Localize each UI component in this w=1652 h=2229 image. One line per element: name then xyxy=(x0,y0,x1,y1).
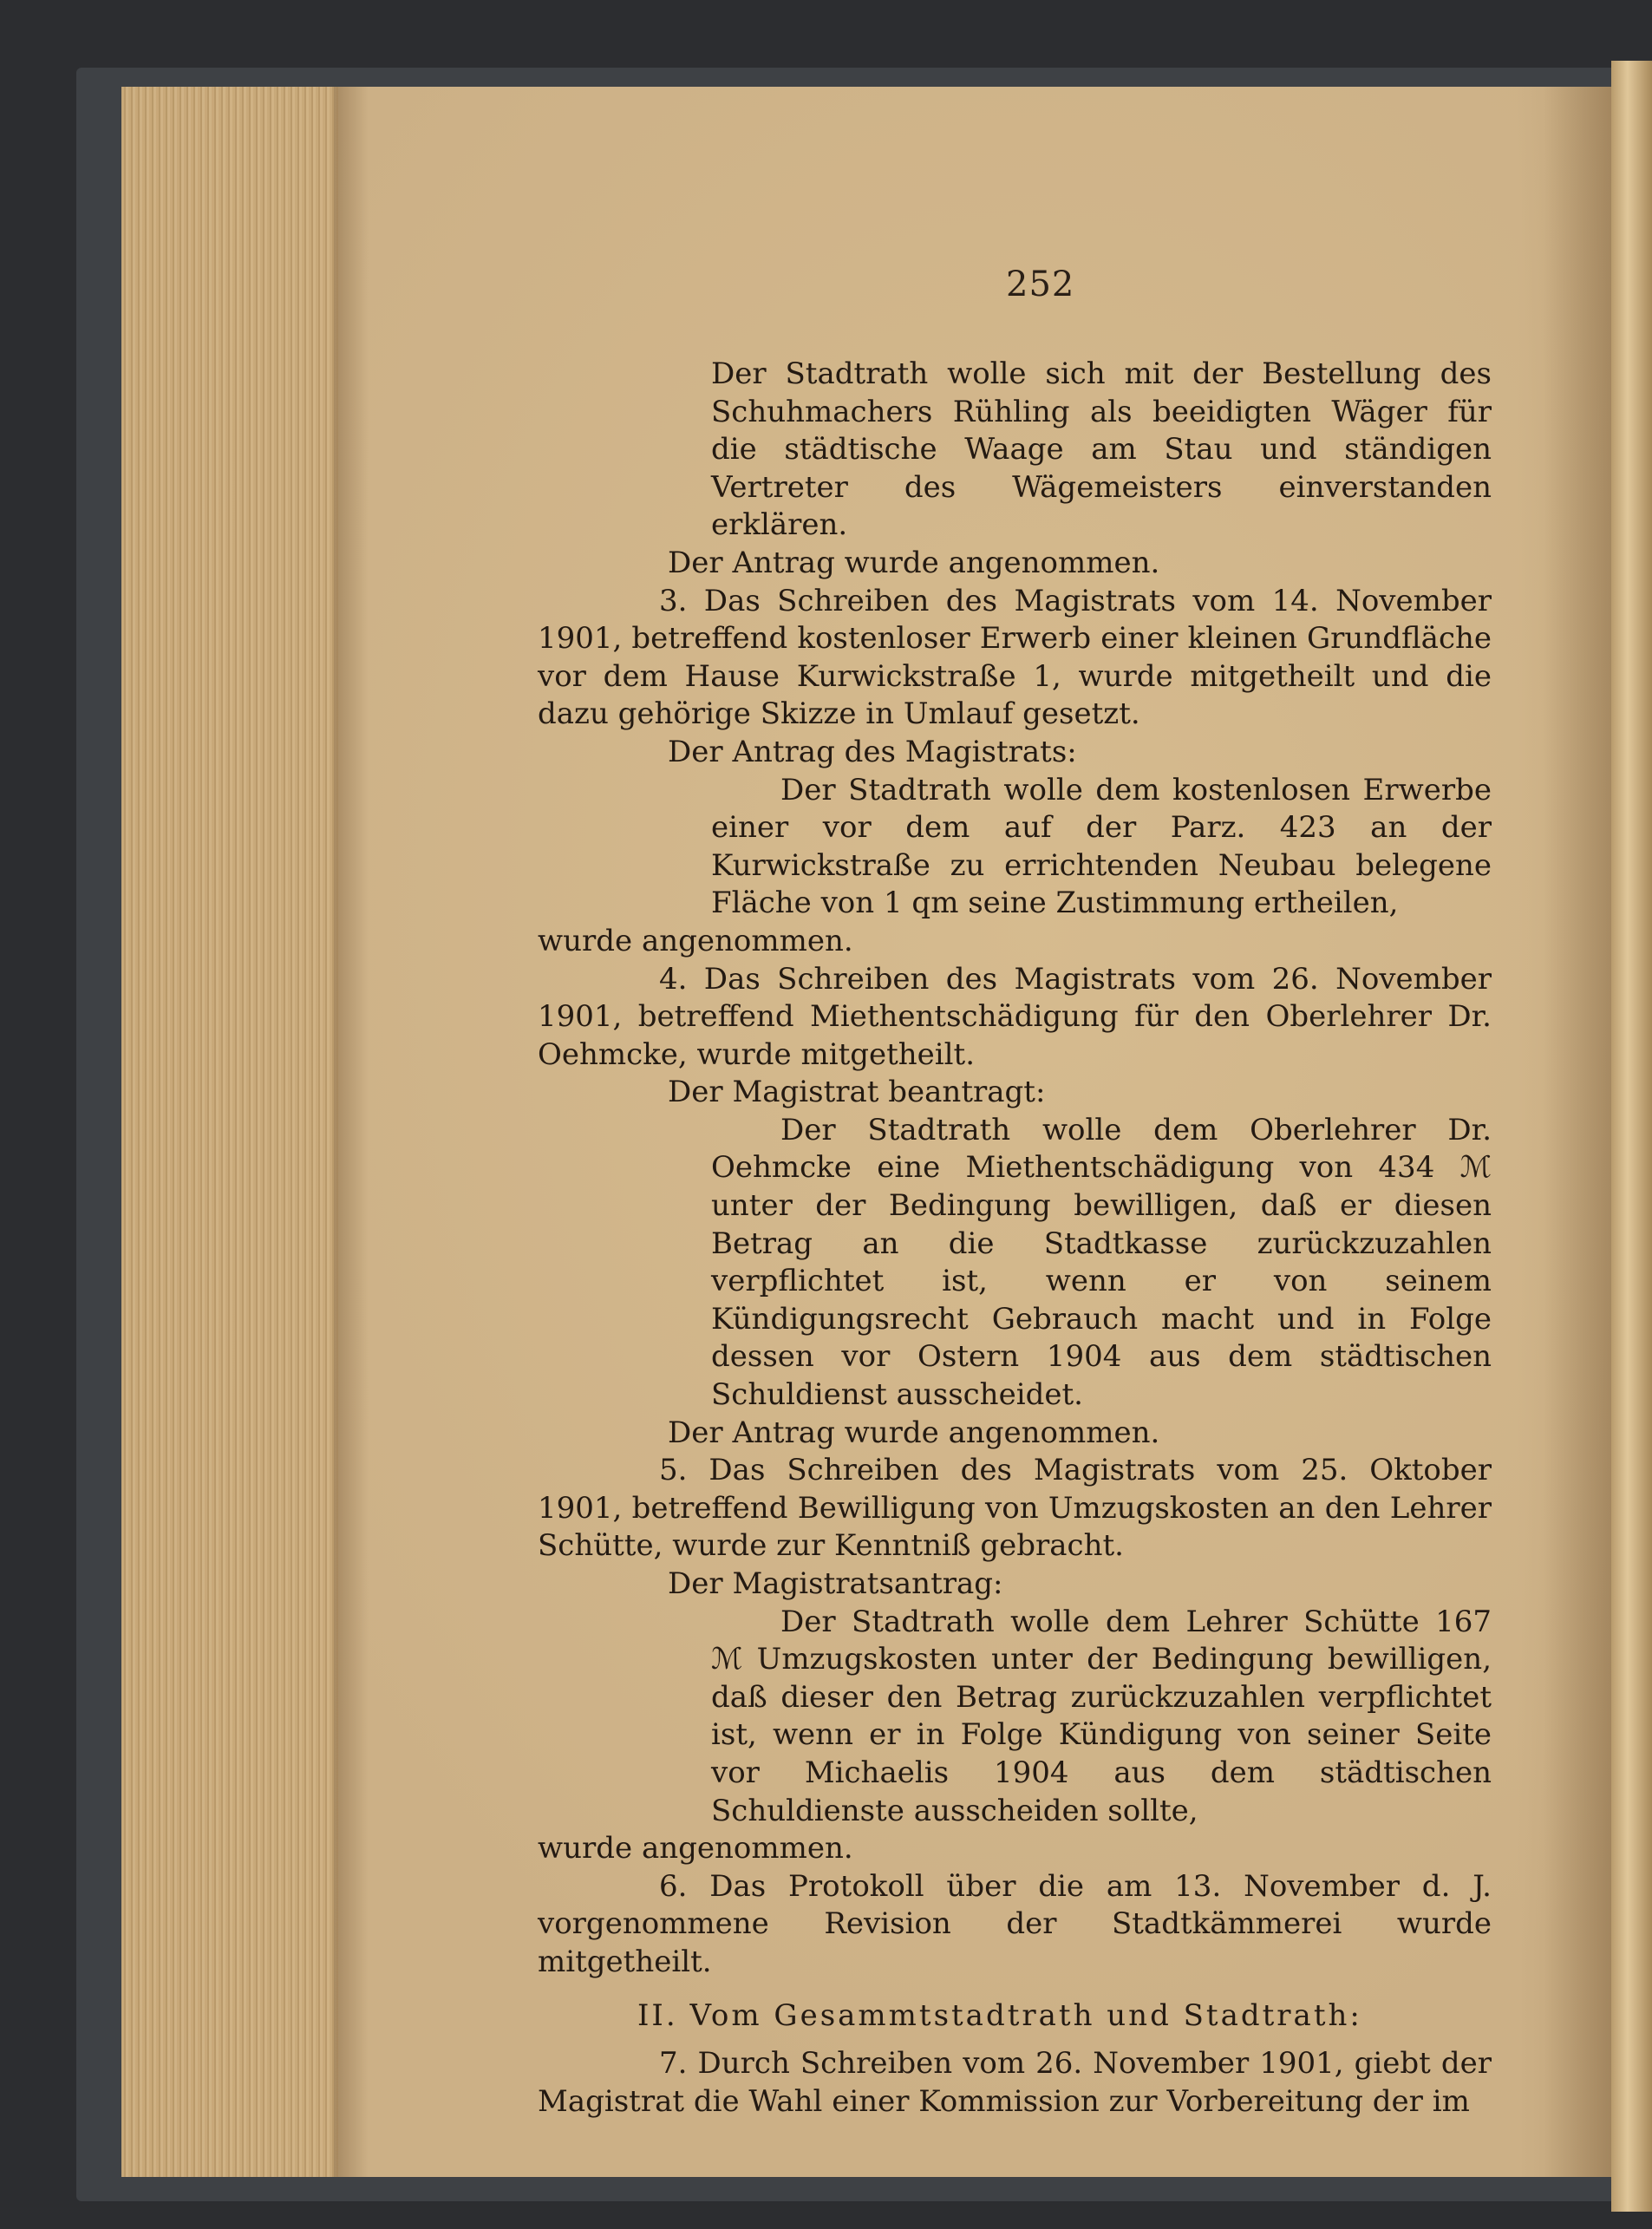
spine-shadow xyxy=(334,87,369,2177)
facing-page-edge xyxy=(1611,61,1652,2212)
motion-text-paragraph: Der Stadtrath wolle dem Oberlehrer Dr. Oehmcke eine Miethentschädigung von 434 ℳ unter der Bedingung bewilligen, daß er diesen Betrag an die Stadtkasse zurückzuzahlen verpflichtet ist, wenn er von seinem Kündigungsrecht Gebrauch macht und in Folge dessen vor Ostern 1904 aus dem städtischen Schuldienst ausscheidet. xyxy=(711,1112,1492,1413)
page-edges xyxy=(121,87,338,2177)
result-line: Der Antrag wurde angenommen. xyxy=(668,1415,1160,1450)
section-heading: II. Vom Gesammtstadtrath und Stadtrath: xyxy=(637,1997,1362,2033)
motion-heading: Der Magistratsantrag: xyxy=(668,1566,1003,1601)
motion-text-paragraph: Der Stadtrath wolle dem Lehrer Schütte 167 ℳ Umzugskosten unter der Bedingung bewilligen, daß dieser den Betrag zurückzuzahlen verpflichtet ist, wenn er in Folge Kündigung von seiner Seite vor Michaelis 1904 aus dem städtischen Schuldienste ausscheiden sollte, xyxy=(711,1604,1492,1828)
item-3-paragraph: 3. Das Schreiben des Magistrats vom 14. November 1901, betreffend kostenloser Erwerb einer kleinen Grundfläche vor dem Hause Kurwickstraße 1, wurde mitgetheilt und die dazu gehörige Skizze in Umlauf gesetzt. xyxy=(538,583,1492,732)
body-text xyxy=(538,356,1492,2121)
motion-heading: Der Magistrat beantragt: xyxy=(668,1075,1046,1110)
result-line: Der Antrag wurde angenommen. xyxy=(668,545,1160,580)
motion-heading: Der Antrag des Magistrats: xyxy=(668,734,1077,769)
gutter-shadow xyxy=(1544,87,1613,2177)
item-7-paragraph: 7. Durch Schreiben vom 26. November 1901, giebt der Magistrat die Wahl einer Kommission zur Vorbereitung der im xyxy=(538,2046,1492,2119)
item-5-paragraph: 5. Das Schreiben des Magistrats vom 25. Oktober 1901, betreffend Bewilligung von Umzugskosten an den Lehrer Schütte, wurde zur Kenntniß gebracht. xyxy=(538,1453,1492,1564)
motion-text-paragraph: Der Stadtrath wolle dem kostenlosen Erwerbe einer vor dem auf der Parz. 423 an der Kurwickstraße zu errichtenden Neubau belegene Fläche von 1 qm seine Zustimmung ertheilen, xyxy=(711,772,1492,921)
item-4-paragraph: 4. Das Schreiben des Magistrats vom 26. November 1901, betreffend Miethentschädigung für den Oberlehrer Dr. Oehmcke, wurde mitgetheilt. xyxy=(538,961,1492,1072)
motion-text-paragraph: Der Stadtrath wolle sich mit der Bestellung des Schuhmachers Rühling als beeidigten Wäger für die städtische Waage am Stau und ständigen Vertreter des Wägemeisters einverstanden erklären. xyxy=(711,356,1492,543)
item-6-paragraph: 6. Das Protokoll über die am 13. November d. J. vorgenommene Revision der Stadtkämmerei wurde mitgetheilt. xyxy=(538,1868,1492,1979)
result-line: wurde angenommen. xyxy=(538,923,853,958)
result-line: wurde angenommen. xyxy=(538,1831,853,1866)
page-number: 252 xyxy=(1006,265,1075,304)
